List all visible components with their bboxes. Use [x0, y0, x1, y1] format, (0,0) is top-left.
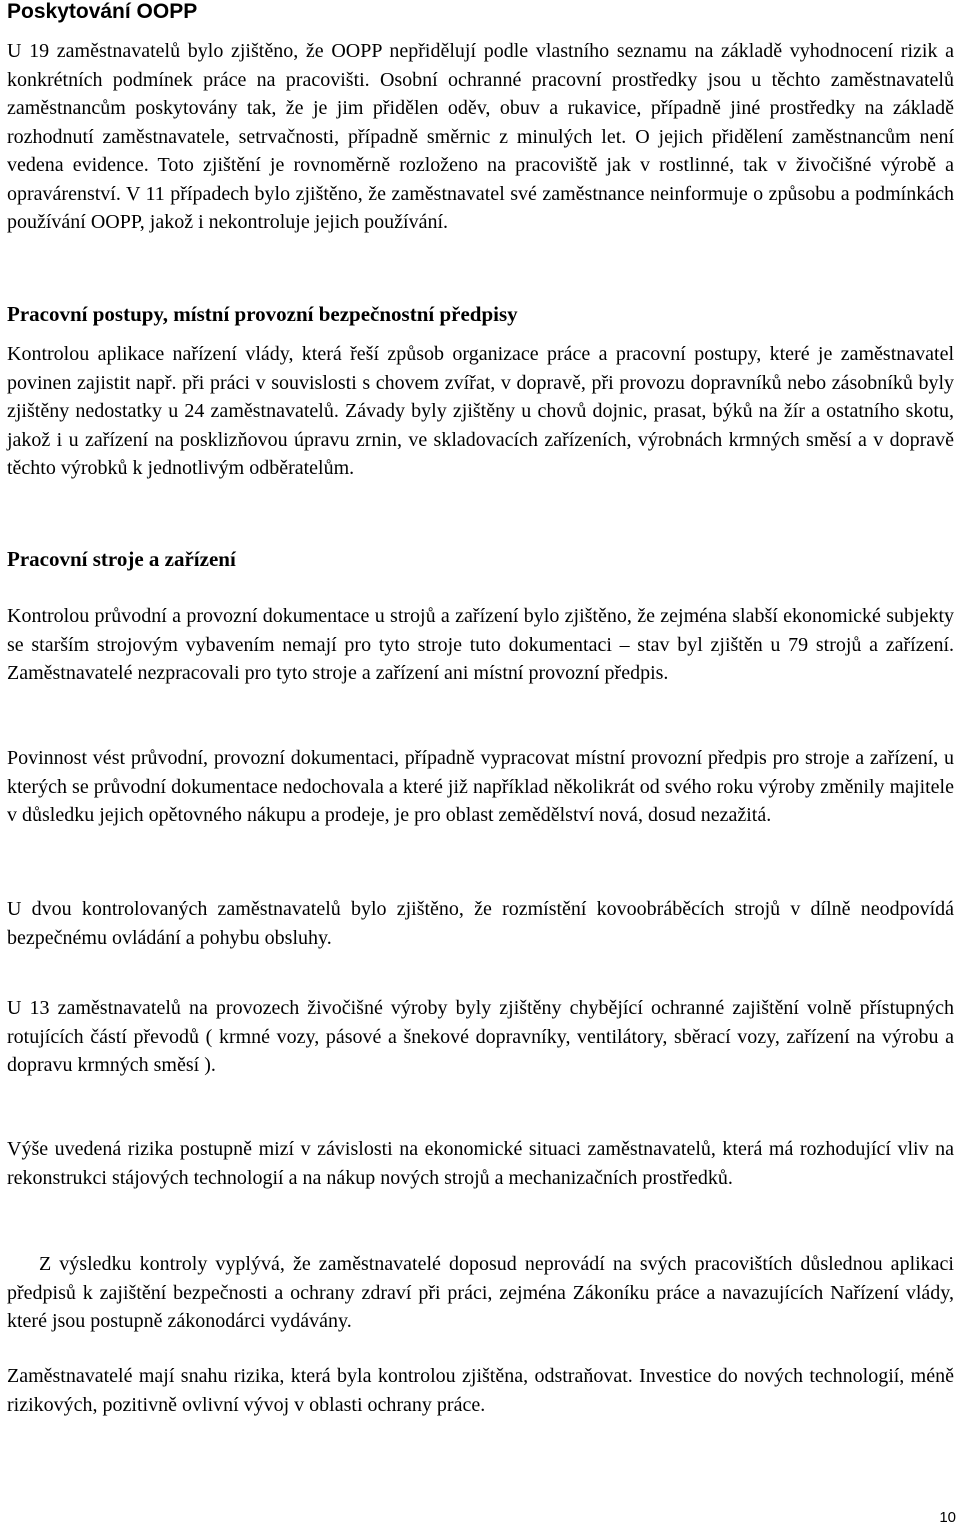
paragraph-oopp: U 19 zaměstnavatelů bylo zjištěno, že OOPP nepřidělují podle vlastního seznamu na základě vyhodnocení rizik a konkrétních podmínek práce na pracovišti. Osobní ochranné pracovní prostředky jsou u těchto zaměstnavatelů zaměstnancům poskytovány tak, že je jim přidělen oděv, obuv a rukavice, případně jiné prostředky na základě rozhodnutí zaměstnavatele, setrvačnosti, případně směrnic z minulých let. O jejich přidělení zaměstnancům není vedena evidence. Toto zjištění je rovnoměrně rozloženo na pracoviště jak v rostlinné, tak v živočišné výrobě a opravárenství. V 11 případech bylo zjištěno, že zaměstnavatel své zaměstnance neinformuje o způsobu a podmínkách používání OOPP, jakož i nekontroluje jejich používání.	[7, 40, 954, 233]
section-heading-machines: Pracovní stroje a zařízení	[7, 547, 236, 571]
paragraph-rotating-parts: U 13 zaměstnavatelů na provozech živočišné výroby byly zjištěny chybějící ochranné zajištění volně přístupných rotujících částí převodů ( krmné vozy, pásové a šnekové dopravníky, ventilátory, sběrací vozy, zařízení na výrobu a dopravu krmných směsí ).	[7, 997, 954, 1076]
paragraph-machines-documentation: Kontrolou průvodní a provozní dokumentace u strojů a zařízení bylo zjištěno, že zejména slabší ekonomické subjekty se starším strojovým vybavením nemají pro tyto stroje tuto dokumentaci – stav byl zjištěn u 79 strojů a zařízení. Zaměstnavatelé nezpracovali pro tyto stroje a zařízení ani místní provozní předpis.	[7, 605, 954, 684]
page-number: 10	[939, 1509, 956, 1526]
paragraph-risks-disappearing: Výše uvedená rizika postupně mizí v závislosti na ekonomické situaci zaměstnavatelů, která má rozhodující vliv na rekonstrukci stájových technologií a na nákup nových strojů a mechanizačních prostředků.	[7, 1138, 954, 1189]
paragraph-work-procedures: Kontrolou aplikace nařízení vlády, která řeší způsob organizace práce a pracovní postupy, které je zaměstnavatel povinen zajistit např. při práci v souvislosti s chovem zvířat, v dopravě, při provozu dopravníků nebo zásobníků byly zjištěny nedostatky u 24 zaměstnavatelů. Závady byly zjištěny u chovů dojnic, prasat, býků na žír a ostatního skotu, jakož i u zařízení na posklizňovou úpravu zrnin, ve skladovacích zařízeních, výrobnách krmných směsí a v dopravě těchto výrobků k jednotlivým odběratelům.	[7, 343, 954, 479]
paragraph-metalworking-machines: U dvou kontrolovaných zaměstnavatelů bylo zjištěno, že rozmístění kovoobráběcích strojů v dílně neodpovídá bezpečnému ovládání a pohybu obsluhy.	[7, 898, 954, 949]
paragraph-documentation-obligation: Povinnost vést průvodní, provozní dokumentaci, případně vypracovat místní provozní předpis pro stroje a zařízení, u kterých se průvodní dokumentace nedochovala a které již například několikrát od svého roku výroby změnily majitele v důsledku jejich opětovného nákupu a prodeje, je pro oblast zemědělství nová, dosud nezažitá.	[7, 747, 954, 826]
section-heading-work-procedures: Pracovní postupy, místní provozní bezpečnostní předpisy	[7, 302, 518, 326]
paragraph-employers-effort: Zaměstnavatelé mají snahu rizika, která byla kontrolou zjištěna, odstraňovat. Investice do nových technologií, méně rizikových, pozitivně ovlivní vývoj v oblasti ochrany práce.	[7, 1365, 954, 1416]
paragraph-inspection-result: Z výsledku kontroly vyplývá, že zaměstnavatelé doposud neprovádí na svých pracovištích důslednou aplikaci předpisů k zajištění bezpečnosti a ochrany zdraví při práci, zejména Zákoníku práce a navazujících Nařízení vlády, které jsou postupně zákonodárci vydávány.	[7, 1253, 954, 1332]
section-title-oopp: Poskytování OOPP	[7, 0, 198, 23]
